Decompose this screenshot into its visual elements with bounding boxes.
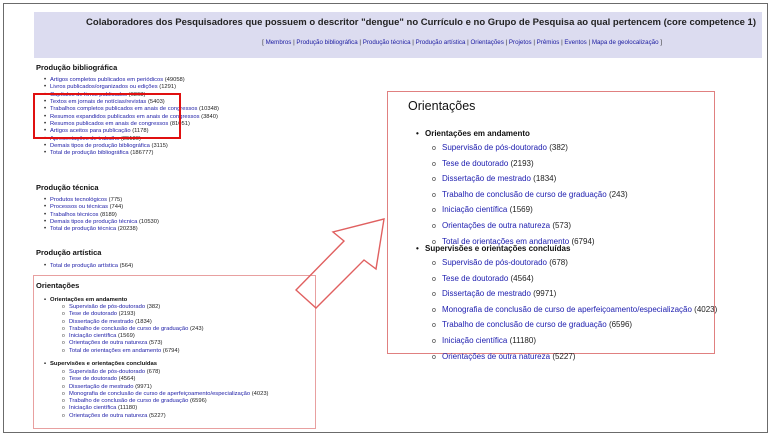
nav-producao-tecnica[interactable]: Produção técnica [362,39,411,46]
zoom-andamento-link[interactable]: Orientações de outra natureza [442,220,551,230]
concluidas-link[interactable]: Dissertação de mestrado [69,383,134,390]
zoom-group-concluidas: • Supervisões e orientações concluídas [416,244,570,253]
zoom-andamento-count: (243) [608,189,628,199]
zoom-concluidas-link[interactable]: Tese de doutorado [442,273,509,283]
zoom-concluidas-link[interactable]: Orientações de outra natureza [442,351,551,361]
bibliografica-link[interactable]: Artigos completos publicados em periódicos [50,77,164,83]
bibliografica-count: (3840) [201,113,218,120]
bibliografica-count: (6363) [128,91,146,98]
artistica-link[interactable]: Total de produção artística [50,263,118,269]
group-andamento: • Orientações em andamento [44,297,127,303]
concluidas-count: (9971) [135,383,152,390]
bibliografica-count: (1291) [159,84,177,91]
tecnica-count: (10530) [138,219,159,226]
zoom-concluidas-count: (9971) [533,289,557,299]
nav-projetos[interactable]: Projetos [508,39,532,46]
concluidas-link[interactable]: Supervisão de pós-doutorado [69,369,146,375]
tecnica-link[interactable]: Demais tipos de produção técnica [50,219,138,226]
zoom-concluidas-link[interactable]: Monografia de conclusão de curso de aperfeiçoamento/especialização [442,304,692,314]
concluidas-count: (11180) [118,405,138,412]
zoom-group-andamento: • Orientações em andamento [416,129,530,138]
bibliografica-link[interactable]: Total de produção bibliográfica [50,150,129,157]
andamento-link[interactable]: Total de orientações em andamento [69,347,162,354]
andamento-link[interactable]: Orientações de outra natureza [69,340,148,347]
concluidas-link[interactable]: Iniciação científica [69,405,117,412]
nav-orientacoes[interactable]: Orientações [470,39,504,46]
andamento-count: (6794) [162,347,180,354]
zoom-concluidas-count: (4564) [510,273,534,283]
zoom-andamento-count: (573) [552,220,571,230]
tecnica-count: (8189) [100,211,117,218]
zoom-andamento-link[interactable]: Trabalho de conclusão de curso de graduação [442,189,607,199]
concluidas-link[interactable]: Tese de doutorado [69,376,118,383]
bibliografica-count: (49058) [164,77,185,83]
bibliografica-link[interactable]: Apresentações de trabalho [50,135,120,142]
andamento-count: (243) [189,325,204,332]
zoom-andamento-item [432,141,628,157]
zoom-andamento-item [432,188,628,204]
andamento-link[interactable]: Trabalho de conclusão de curso de graduação [69,325,189,332]
screenshot-frame [3,3,768,433]
zoom-heading-orientacoes: Orientações [408,99,476,113]
bibliografica-link[interactable]: Trabalhos completos publicados em anais de congressos [50,106,198,113]
zoom-andamento-item [432,219,628,235]
concluidas-link[interactable]: Monografia de conclusão de curso de aperfeiçoamento/especialização [69,390,251,397]
tecnica-count: (775) [108,197,123,203]
zoom-andamento-link[interactable]: Dissertação de mestrado [442,174,531,184]
concluidas-count: (6596) [189,398,207,405]
section-heading-bibliografica: Produção bibliográfica [36,63,118,72]
zoom-list-concluidas [432,256,717,365]
concluidas-link[interactable]: Trabalho de conclusão de curso de graduação [69,398,189,405]
bibliografica-link[interactable]: Capítulos de livros publicados [50,91,128,98]
andamento-count: (1834) [135,318,152,325]
zoom-andamento-count: (1834) [533,174,557,184]
zoom-concluidas-item [432,350,717,366]
section-heading-artistica: Produção artística [36,248,102,257]
page-title: Colaboradores dos Pesquisadores que possuem o descritor "dengue" no Currículo e no Grupo de Pesquisa ao qual pertencem (core competence 1) [86,17,756,28]
tecnica-count: (20238) [117,226,138,233]
bibliografica-link[interactable]: Resumos expandidos publicados em anais de congressos [50,113,200,120]
andamento-link[interactable]: Iniciação científica [69,333,117,340]
zoom-andamento-link[interactable]: Supervisão de pós-doutorado [442,143,547,152]
bibliografica-link[interactable]: Resumos publicados em anais de congressos [50,121,169,128]
zoom-andamento-item [432,203,628,219]
nav-eventos[interactable]: Eventos [564,39,587,46]
artistica-count: (564) [119,263,134,269]
zoom-list-andamento [432,141,628,250]
zoom-concluidas-item [432,256,717,272]
zoom-andamento-count: (2193) [510,158,534,168]
tecnica-link[interactable]: Total de produção técnica [50,226,117,233]
concluidas-count: (4564) [118,376,136,383]
zoom-andamento-link[interactable]: Iniciação científica [442,205,508,215]
bibliografica-link[interactable]: Artigos aceitos para publicação [50,128,131,135]
concluidas-count: (5227) [148,412,166,419]
nav-producao-bibliografica[interactable]: Produção bibliográfica [296,39,358,46]
concluidas-count: (4023) [251,390,269,397]
zoom-concluidas-count: (11180) [509,335,536,345]
zoom-concluidas-item [432,318,717,334]
bibliografica-count: (5403) [147,99,165,106]
zoom-concluidas-item [432,272,717,288]
andamento-link[interactable]: Supervisão de pós-doutorado [69,304,146,310]
zoom-concluidas-item [432,334,717,350]
top-nav: [ Membros | Produção bibliográfica | Produção técnica | Produção artística | Orientações | Projetos | Prêmios | Eventos | Mapa de geolocalização ] [262,39,662,46]
andamento-link[interactable]: Tese de doutorado [69,311,118,318]
bibliografica-count: (186777) [130,150,154,157]
zoom-concluidas-item [432,303,717,319]
andamento-count: (2193) [118,311,136,318]
zoom-concluidas-link[interactable]: Trabalho de conclusão de curso de graduação [442,320,607,330]
bibliografica-count: (10348) [199,106,219,113]
bibliografica-count: (25130) [120,135,141,142]
group-concluidas: • Supervisões e orientações concluídas [44,361,157,367]
zoom-concluidas-count: (678) [549,258,568,267]
bibliografica-link[interactable]: Demais tipos de produção bibliográfica [50,143,150,150]
zoom-concluidas-count: (6596) [608,320,633,330]
bibliografica-link[interactable]: Livros publicados/organizados ou edições [50,84,158,91]
concluidas-link[interactable]: Orientações de outra natureza [69,412,148,419]
bibliografica-count: (81051) [169,121,190,128]
tecnica-link[interactable]: Processos ou técnicas [50,204,108,211]
concluidas-count: (678) [146,369,161,375]
zoom-concluidas-link[interactable]: Dissertação de mestrado [442,289,531,299]
andamento-count: (1569) [118,333,135,340]
tecnica-count: (744) [109,204,124,211]
bibliografica-count: (3115) [151,143,168,150]
nav-producao-artistica[interactable]: Produção artística [415,39,466,46]
zoom-andamento-link[interactable]: Tese de doutorado [442,158,509,168]
andamento-link[interactable]: Dissertação de mestrado [69,318,134,325]
section-heading-tecnica: Produção técnica [36,183,99,192]
nav-membros[interactable]: Membros [265,39,292,46]
bibliografica-link[interactable]: Textos em jornais de notícias/revistas [50,99,147,106]
tecnica-link[interactable]: Trabalhos técnicos [50,211,99,218]
nav-mapa-geolocalizacao[interactable]: Mapa de geolocalização [591,39,659,46]
zoom-andamento-item [432,172,628,188]
zoom-andamento-count: (1569) [509,205,533,215]
zoom-andamento-item [432,157,628,173]
tecnica-link[interactable]: Produtos tecnológicos [50,197,108,203]
zoom-andamento-count: (382) [549,143,568,152]
andamento-count: (573) [148,340,163,347]
zoom-andamento-count: (6794) [571,236,595,246]
zoom-andamento-link[interactable]: Total de orientações em andamento [442,236,570,246]
zoom-concluidas-item [432,287,717,303]
zoom-panel-orientacoes [387,91,718,361]
section-heading-orientacoes: Orientações [36,281,80,290]
nav-premios[interactable]: Prêmios [536,39,560,46]
zoom-concluidas-count: (4023) [694,304,718,314]
andamento-count: (382) [146,304,161,310]
zoom-concluidas-count: (5227) [552,351,576,361]
zoom-concluidas-link[interactable]: Iniciação científica [442,335,508,345]
zoom-concluidas-link[interactable]: Supervisão de pós-doutorado [442,258,547,267]
bibliografica-count: (1178) [132,128,149,135]
